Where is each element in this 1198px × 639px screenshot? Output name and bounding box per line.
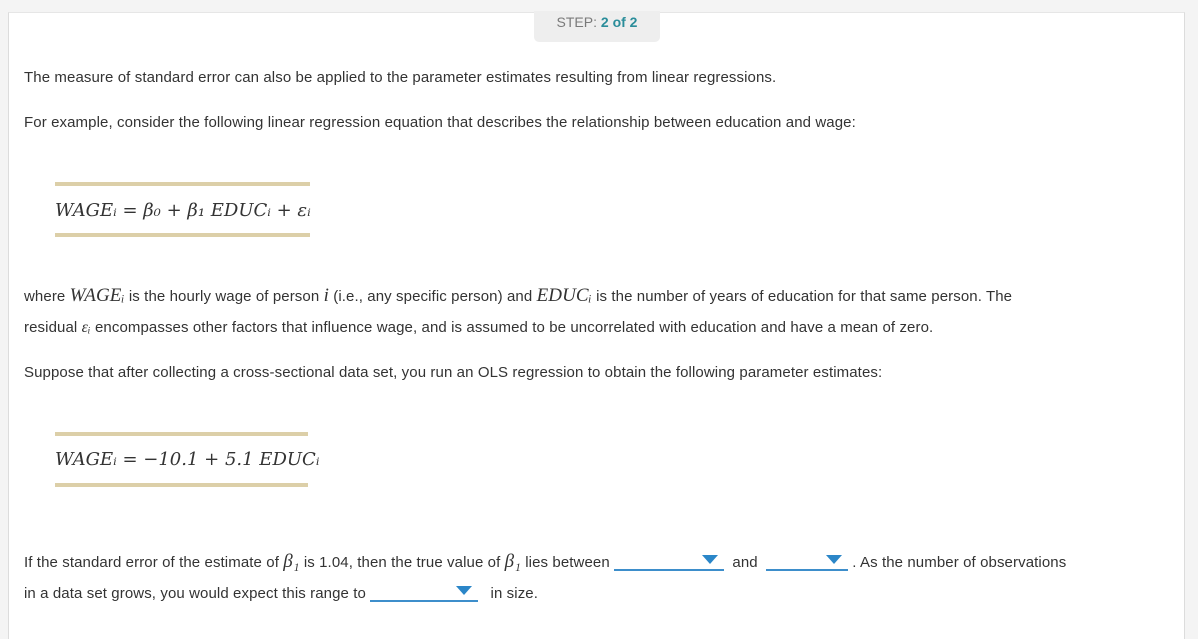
text-standard-error: is 1.04, then the true value of — [303, 554, 501, 571]
ols-paragraph: Suppose that after collecting a cross-sectional data set, you run an OLS regression to obtain the following parameter estimates: — [24, 364, 883, 381]
math-wage: WAGEᵢ — [69, 285, 125, 306]
text-where: where — [24, 288, 66, 305]
text-residual: residual — [24, 319, 78, 336]
question-panel — [8, 12, 1185, 639]
chevron-down-icon — [456, 586, 472, 595]
math-epsilon: εᵢ — [81, 319, 91, 336]
model-equation-box — [55, 182, 310, 237]
math-i: i — [323, 285, 329, 306]
chevron-down-icon — [702, 555, 718, 564]
text-hourly-wage: is the hourly wage of person — [128, 288, 320, 305]
text-observations: . As the number of observations — [852, 554, 1067, 571]
residual-paragraph — [24, 319, 933, 337]
text-and: and — [732, 554, 758, 571]
question-line-1 — [24, 551, 1066, 573]
intro-paragraph: The measure of standard error can also be applied to the parameter estimates resulting from linear regressions. — [24, 69, 777, 86]
estimated-equation: WAGEᵢ = −10.1 + 5.1 EDUCᵢ — [55, 449, 320, 470]
upper-bound-dropdown[interactable] — [766, 551, 848, 571]
step-value: 2 of 2 — [600, 14, 638, 30]
text-range-expect: in a data set grows, you would expect this range to — [24, 585, 366, 602]
math-beta1-second: β₁ — [504, 551, 521, 572]
math-beta1: β₁ — [283, 551, 300, 572]
question-line-2 — [24, 582, 538, 602]
text-years-education: is the number of years of education for that same person. The — [596, 288, 1013, 305]
step-indicator — [534, 11, 660, 42]
text-residual-desc: encompasses other factors that influence wage, and is assumed to be uncorrelated with education and have a mean of zero. — [94, 319, 934, 336]
chevron-down-icon — [826, 555, 842, 564]
text-lies-between: lies between — [525, 554, 610, 571]
text-specific-person: (i.e., any specific person) and — [333, 288, 533, 305]
example-paragraph: For example, consider the following linear regression equation that describes the relationship between education and wage: — [24, 114, 856, 131]
estimated-equation-box — [55, 432, 320, 487]
math-educ: EDUCᵢ — [536, 285, 592, 306]
text-question-start: If the standard error of the estimate of — [24, 554, 279, 571]
model-equation: WAGEᵢ = β₀ + β₁ EDUCᵢ + εᵢ — [55, 200, 311, 221]
text-in-size: in size. — [490, 585, 539, 602]
step-label: STEP: — [556, 14, 597, 30]
range-change-dropdown[interactable] — [370, 582, 478, 602]
definition-paragraph — [24, 285, 1012, 307]
lower-bound-dropdown[interactable] — [614, 551, 724, 571]
